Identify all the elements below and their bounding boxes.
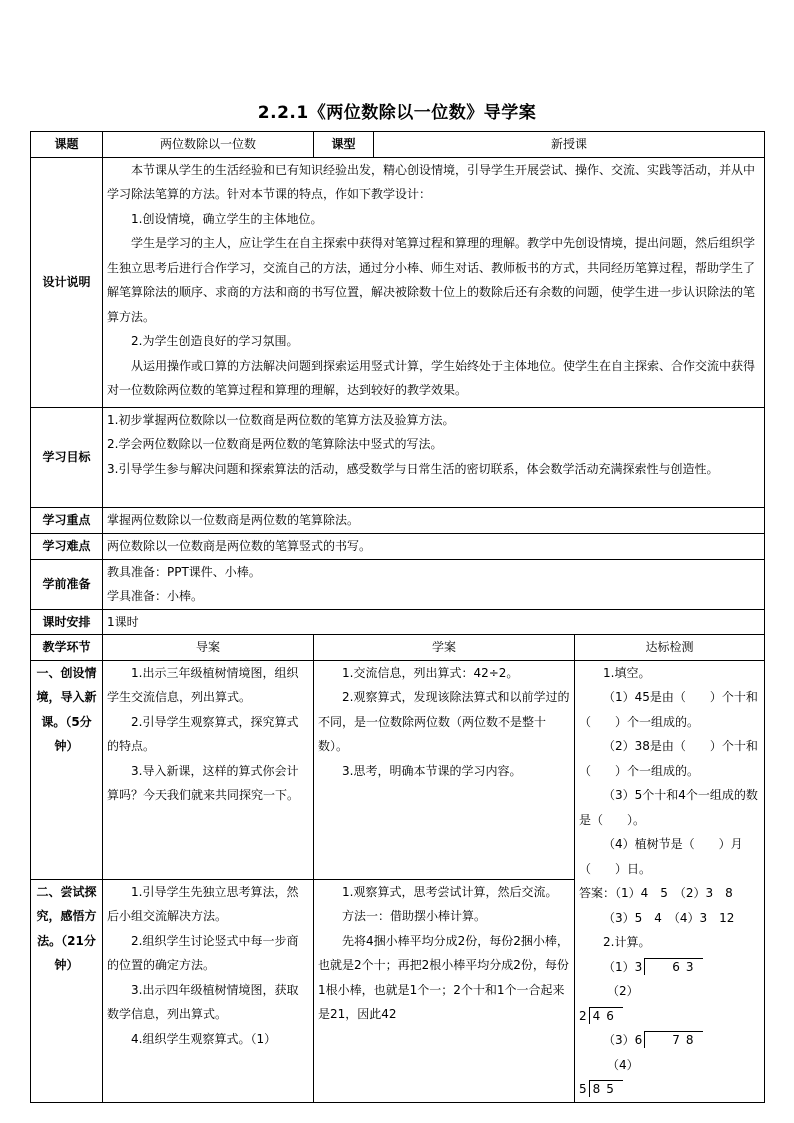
guide-step: 1.引导学生先独立思考算法，然后小组交流解决方法。 bbox=[107, 884, 299, 924]
schedule-value: 1课时 bbox=[103, 609, 765, 635]
document-title: 2.2.1《两位数除以一位数》导学案 bbox=[257, 103, 537, 123]
phase1-study bbox=[314, 660, 575, 879]
calc-row bbox=[579, 1004, 760, 1029]
calc-dividend: 46 bbox=[589, 1007, 623, 1024]
goal-item: 3.引导学生参与解决问题和探索算法的活动，感受数学与日常生活的密切联系，体会数学活动充满探索性与创造性。 bbox=[107, 461, 719, 476]
calc-divisor: 2 bbox=[579, 1008, 587, 1023]
guide-step: 1.出示三年级植树情境图，组织学生交流信息，列出算式。 bbox=[107, 665, 299, 704]
goals-content bbox=[103, 407, 765, 507]
test-answer: （3）5 4 （4）3 12 bbox=[603, 910, 735, 925]
guide-step: 2.引导学生观察算式，探究算式的特点。 bbox=[107, 714, 299, 753]
goal-item: 1.初步掌握两位数除以一位数商是两位数的笔算方法及验算方法。 bbox=[107, 412, 455, 427]
calc-dividend: 63 bbox=[644, 958, 702, 975]
calc-row bbox=[579, 955, 760, 1004]
topic-value: 两位数除以一位数 bbox=[103, 132, 314, 158]
design-paragraph: 学生是学习的主人，应让学生在自主探索中获得对笔算过程和算理的理解。教学中先创设情境，提出问题，然后组织学生独立思考后进行合作学习，交流自己的方法，通过分小棒、师生对话、教师板书的方式，共同经历笔算过程，帮助学生了解笔算除法的顺序、求商的方法和商的书写位置，解决被除数十位上的数除后还有余数的问题，使学生进一步认识除法的笔算方法。 bbox=[107, 236, 756, 324]
phase-column-header: 教学环节 bbox=[31, 635, 103, 661]
phase2-study bbox=[314, 879, 575, 1102]
calc-divisor: 6 bbox=[634, 1033, 643, 1047]
calc-index: （1） bbox=[603, 959, 635, 974]
guide-column-header: 导案 bbox=[103, 635, 314, 661]
study-step: 先将4捆小棒平均分成2份，每份2捆小棒，也就是2个十；再把2根小棒平均分成2份，每份1根小棒，也就是1个一；2个十和1个一合起来是21，因此42 bbox=[318, 933, 569, 1022]
teacher-prep: 教具准备：PPT课件、小棒。 bbox=[107, 564, 261, 579]
test-question: （2）38是由（ ）个十和（ ）个一组成的。 bbox=[579, 739, 758, 778]
schedule-label: 课时安排 bbox=[31, 609, 103, 635]
difficulty-row bbox=[31, 533, 765, 559]
columns-header-row bbox=[31, 635, 765, 661]
study-step: 2.观察算式，发现该除法算式和以前学过的不同，是一位数除两位数（两位数不是整十数）。 bbox=[318, 690, 570, 753]
schedule-row bbox=[31, 609, 765, 635]
calc-divisor: 5 bbox=[579, 1082, 587, 1096]
calc-dividend: 78 bbox=[644, 1031, 702, 1048]
key-point-label: 学习重点 bbox=[31, 507, 103, 533]
phase2-name: 二、尝试探究，感悟方法。（21分钟） bbox=[31, 879, 103, 1102]
test-question: （4）植树节是（ ）月（ ）日。 bbox=[579, 837, 743, 876]
test-question: （3）5个十和4个一组成的数是（ ）。 bbox=[579, 788, 758, 827]
design-paragraph: 本节课从学生的生活经验和已有知识经验出发，精心创设情境，引导学生开展尝试、操作、交流、实践等活动，并从中学习除法笔算的方法。针对本节课的特点，作如下教学设计： bbox=[107, 162, 756, 201]
guide-step: 4.组织学生观察算式。（1） bbox=[131, 1031, 277, 1046]
goals-label: 学习目标 bbox=[31, 407, 103, 507]
topic-row bbox=[31, 132, 765, 158]
guide-step: 3.出示四年级植树情境图，获取数学信息，列出算式。 bbox=[107, 982, 299, 1022]
difficulty-label: 学习难点 bbox=[31, 533, 103, 559]
lesson-plan-table bbox=[30, 131, 765, 1103]
design-row bbox=[31, 157, 765, 407]
prep-content bbox=[103, 559, 765, 609]
key-point-row bbox=[31, 507, 765, 533]
goals-row bbox=[31, 407, 765, 507]
prep-label: 学前准备 bbox=[31, 559, 103, 609]
topic-label: 课题 bbox=[31, 132, 103, 158]
calc-divisor: 3 bbox=[634, 959, 643, 974]
design-paragraph: 1.创设情境，确立学生的主体地位。 bbox=[131, 211, 323, 226]
calc-index: （2） bbox=[607, 984, 639, 998]
calc-row bbox=[579, 1028, 760, 1077]
difficulty-value: 两位数除以一位数商是两位数的笔算竖式的书写。 bbox=[103, 533, 765, 559]
lesson-type-value: 新授课 bbox=[374, 132, 765, 158]
phase1-guide bbox=[103, 660, 314, 879]
design-paragraph: 2.为学生创造良好的学习氛围。 bbox=[131, 334, 299, 348]
design-label: 设计说明 bbox=[31, 157, 103, 407]
test-question: （1）45是由（ ）个十和（ ）个一组成的。 bbox=[579, 690, 758, 729]
phase1-row bbox=[31, 660, 765, 879]
test-column-header: 达标检测 bbox=[575, 635, 765, 661]
study-step: 方法一：借助摆小棒计算。 bbox=[342, 909, 487, 924]
calc-row bbox=[579, 1077, 760, 1102]
study-step: 1.观察算式，思考尝试计算，然后交流。 bbox=[342, 884, 558, 899]
study-column-header: 学案 bbox=[314, 635, 575, 661]
guide-step: 3.导入新课，这样的算式你会计算吗？今天我们就来共同探究一下。 bbox=[107, 763, 300, 802]
study-step: 1.交流信息，列出算式：42÷2。 bbox=[342, 665, 519, 680]
calc-index: （4） bbox=[607, 1057, 639, 1072]
design-content bbox=[103, 157, 765, 407]
lesson-type-label: 课型 bbox=[314, 132, 374, 158]
prep-row bbox=[31, 559, 765, 609]
student-prep: 学具准备：小棒。 bbox=[107, 589, 204, 603]
calc-dividend: 85 bbox=[589, 1080, 623, 1097]
guide-step: 2.组织学生讨论竖式中每一步商的位置的确定方法。 bbox=[107, 933, 299, 973]
test-title-fill: 1.填空。 bbox=[603, 665, 651, 680]
phase1-name: 一、创设情境，导入新课。（5分钟） bbox=[31, 660, 103, 879]
goal-item: 2.学会两位数除以一位数商是两位数的笔算除法中竖式的写法。 bbox=[107, 437, 443, 451]
design-paragraph: 从运用操作或口算的方法解决问题到探索运用竖式计算，学生始终处于主体地位。使学生在自主探索、合作交流中获得对一位数除两位数的笔算过程和算理的理解，达到较好的教学效果。 bbox=[107, 358, 756, 397]
test-answer: 答案：（1）4 5 （2）3 8 bbox=[579, 886, 733, 900]
study-step: 3.思考，明确本节课的学习内容。 bbox=[342, 763, 522, 778]
key-point-value: 掌握两位数除以一位数商是两位数的笔算除法。 bbox=[103, 507, 765, 533]
test-title-calc: 2.计算。 bbox=[603, 935, 651, 949]
test-content bbox=[575, 660, 765, 1102]
phase2-guide bbox=[103, 879, 314, 1102]
calc-index: （3） bbox=[603, 1033, 635, 1047]
